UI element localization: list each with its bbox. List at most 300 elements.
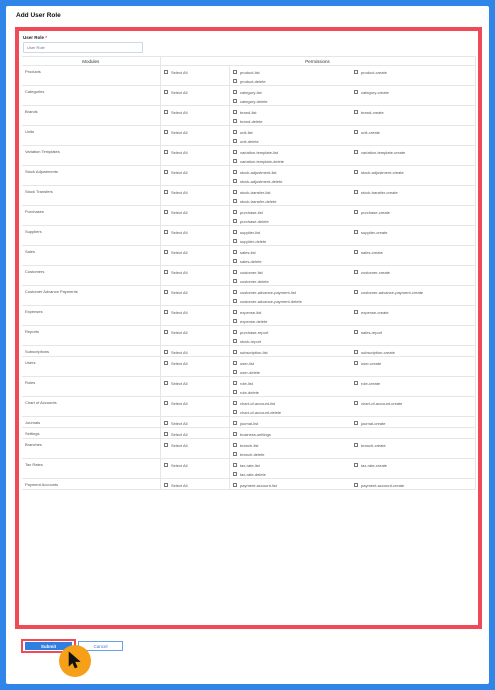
- select-all-cell: [160, 166, 229, 186]
- select-all-checkbox[interactable]: [164, 289, 229, 295]
- permissions-cell: [229, 166, 475, 186]
- select-all-cell: [160, 286, 229, 306]
- permission-checkbox[interactable]: [233, 269, 354, 275]
- select-all-cell: [160, 417, 229, 428]
- checkbox-icon[interactable]: [354, 401, 359, 406]
- checkbox-icon[interactable]: [233, 110, 238, 115]
- permission-label: tax-rate-delete: [240, 471, 266, 477]
- checkbox-icon[interactable]: [233, 421, 238, 426]
- permission-label: customer-list: [240, 269, 263, 275]
- checkbox-icon[interactable]: [233, 130, 238, 135]
- checkbox-icon[interactable]: [164, 170, 169, 175]
- select-all-cell: [160, 106, 229, 126]
- select-all-label: Select All: [171, 269, 188, 275]
- permission-label: supplier-delete: [240, 238, 267, 244]
- checkbox-icon[interactable]: [233, 70, 238, 75]
- select-all-checkbox[interactable]: [164, 442, 229, 448]
- checkbox-icon[interactable]: [354, 150, 359, 155]
- select-all-checkbox[interactable]: [164, 309, 229, 315]
- permission-label: user-list: [240, 360, 255, 366]
- permission-checkbox[interactable]: [233, 309, 354, 315]
- module-name: Categories: [22, 86, 160, 106]
- permission-list: [233, 329, 475, 344]
- permission-label: customer-advance-payment-list: [240, 289, 296, 295]
- checkbox-icon[interactable]: [164, 290, 169, 295]
- checkbox-icon[interactable]: [233, 159, 238, 164]
- table-row: [22, 186, 475, 206]
- submit-button[interactable]: Submit: [25, 642, 72, 650]
- module-name: Units: [22, 126, 160, 146]
- permission-label: stock-report: [240, 338, 262, 344]
- checkbox-icon[interactable]: [354, 330, 359, 335]
- permission-label: customer-advance-payment-delete: [240, 298, 302, 304]
- select-all-label: Select All: [171, 89, 188, 95]
- permission-checkbox[interactable]: [233, 442, 354, 448]
- page-title: Add User Role: [16, 12, 61, 19]
- permissions-cell: [229, 417, 475, 428]
- permission-label: subscription-list: [240, 349, 268, 355]
- select-all-cell: [160, 377, 229, 397]
- permissions-cell: [229, 146, 475, 166]
- checkbox-icon[interactable]: [233, 443, 238, 448]
- permission-label: branch-delete: [240, 451, 265, 457]
- select-all-checkbox[interactable]: [164, 420, 229, 426]
- permission-checkbox[interactable]: [233, 229, 354, 235]
- checkbox-icon[interactable]: [164, 330, 169, 335]
- modules-header: Modules: [22, 57, 160, 66]
- permission-label: purchase-delete: [240, 218, 269, 224]
- module-name: Settings: [22, 428, 160, 439]
- select-all-checkbox[interactable]: [164, 269, 229, 275]
- permission-checkbox[interactable]: [233, 249, 354, 255]
- permission-checkbox[interactable]: [233, 451, 354, 457]
- table-row: [22, 286, 475, 306]
- checkbox-icon[interactable]: [233, 279, 238, 284]
- permission-list: [233, 349, 475, 355]
- permission-checkbox[interactable]: [354, 169, 475, 175]
- permission-checkbox[interactable]: [354, 189, 475, 195]
- permissions-cell: [229, 306, 475, 326]
- checkbox-icon[interactable]: [164, 210, 169, 215]
- checkbox-icon[interactable]: [233, 79, 238, 84]
- permission-checkbox[interactable]: [233, 178, 354, 184]
- permission-checkbox[interactable]: [233, 189, 354, 195]
- permission-checkbox[interactable]: [233, 169, 354, 175]
- permission-label: stock-adjustment-list: [240, 169, 277, 175]
- checkbox-icon[interactable]: [164, 310, 169, 315]
- module-name: Users: [22, 357, 160, 377]
- select-all-checkbox[interactable]: [164, 109, 229, 115]
- select-all-cell: [160, 146, 229, 166]
- select-all-cell: [160, 439, 229, 459]
- checkbox-icon[interactable]: [354, 230, 359, 235]
- permission-checkbox[interactable]: [233, 349, 354, 355]
- permission-checkbox[interactable]: [354, 400, 475, 406]
- permissions-cell: [229, 86, 475, 106]
- select-all-checkbox[interactable]: [164, 169, 229, 175]
- table-header-row: [22, 57, 475, 66]
- select-all-checkbox[interactable]: [164, 462, 229, 468]
- table-row: [22, 479, 475, 490]
- permission-checkbox[interactable]: [233, 318, 354, 324]
- checkbox-icon[interactable]: [233, 250, 238, 255]
- checkbox-icon[interactable]: [164, 150, 169, 155]
- permission-list: [233, 189, 475, 204]
- table-row: [22, 146, 475, 166]
- checkbox-icon[interactable]: [233, 270, 238, 275]
- checkbox-icon[interactable]: [233, 483, 238, 488]
- checkbox-icon[interactable]: [233, 219, 238, 224]
- module-name: Journals: [22, 417, 160, 428]
- module-name: Customers: [22, 266, 160, 286]
- select-all-label: Select All: [171, 249, 188, 255]
- checkbox-icon[interactable]: [164, 401, 169, 406]
- select-all-label: Select All: [171, 431, 188, 437]
- module-name: Sales: [22, 246, 160, 266]
- permission-checkbox[interactable]: [354, 329, 475, 335]
- checkbox-icon[interactable]: [233, 350, 238, 355]
- select-all-checkbox[interactable]: [164, 431, 229, 437]
- table-row: [22, 86, 475, 106]
- permission-checkbox[interactable]: [233, 198, 354, 204]
- select-all-checkbox[interactable]: [164, 249, 229, 255]
- checkbox-icon[interactable]: [164, 70, 169, 75]
- checkbox-icon[interactable]: [354, 130, 359, 135]
- permission-checkbox[interactable]: [354, 360, 475, 366]
- select-all-checkbox[interactable]: [164, 209, 229, 215]
- module-name: Reports: [22, 326, 160, 346]
- permission-list: [233, 69, 475, 84]
- table-row: [22, 246, 475, 266]
- checkbox-icon[interactable]: [164, 130, 169, 135]
- select-all-label: Select All: [171, 209, 188, 215]
- permission-checkbox[interactable]: [233, 218, 354, 224]
- select-all-cell: [160, 397, 229, 417]
- select-all-checkbox[interactable]: [164, 349, 229, 355]
- checkbox-icon[interactable]: [354, 250, 359, 255]
- mouse-pointer-icon: [68, 651, 82, 669]
- checkbox-icon[interactable]: [233, 472, 238, 477]
- select-all-label: Select All: [171, 229, 188, 235]
- permission-checkbox[interactable]: [354, 462, 475, 468]
- permission-label: role-create: [361, 380, 381, 386]
- select-all-checkbox[interactable]: [164, 229, 229, 235]
- permission-checkbox[interactable]: [233, 129, 354, 135]
- checkbox-icon[interactable]: [164, 483, 169, 488]
- checkbox-icon[interactable]: [164, 381, 169, 386]
- checkbox-icon[interactable]: [233, 99, 238, 104]
- permission-checkbox[interactable]: [354, 129, 475, 135]
- checkbox-icon[interactable]: [233, 381, 238, 386]
- permission-label: branch-list: [240, 442, 259, 448]
- permission-checkbox[interactable]: [354, 309, 475, 315]
- select-all-label: Select All: [171, 69, 188, 75]
- permission-checkbox[interactable]: [233, 69, 354, 75]
- permission-list: [233, 149, 475, 164]
- checkbox-icon[interactable]: [233, 90, 238, 95]
- checkbox-icon[interactable]: [233, 390, 238, 395]
- select-all-cell: [160, 206, 229, 226]
- checkbox-icon[interactable]: [354, 421, 359, 426]
- checkbox-icon[interactable]: [354, 210, 359, 215]
- permission-list: [233, 169, 475, 184]
- module-name: Branches: [22, 439, 160, 459]
- checkbox-icon[interactable]: [233, 432, 238, 437]
- checkbox-icon[interactable]: [164, 270, 169, 275]
- checkbox-icon[interactable]: [354, 350, 359, 355]
- checkbox-icon[interactable]: [233, 170, 238, 175]
- permission-label: stock-adjustment-delete: [240, 178, 283, 184]
- table-row: [22, 428, 475, 439]
- permission-checkbox[interactable]: [354, 249, 475, 255]
- checkbox-icon[interactable]: [164, 432, 169, 437]
- required-mark: *: [45, 35, 48, 40]
- checkbox-icon[interactable]: [233, 339, 238, 344]
- checkbox-icon[interactable]: [354, 483, 359, 488]
- module-name: Subscriptions: [22, 346, 160, 357]
- checkbox-icon[interactable]: [164, 350, 169, 355]
- select-all-label: Select All: [171, 329, 188, 335]
- permission-checkbox[interactable]: [354, 349, 475, 355]
- permission-checkbox[interactable]: [233, 209, 354, 215]
- permission-checkbox[interactable]: [354, 269, 475, 275]
- permission-checkbox[interactable]: [354, 149, 475, 155]
- select-all-label: Select All: [171, 482, 188, 488]
- role-form-highlight: [15, 27, 482, 629]
- select-all-label: Select All: [171, 109, 188, 115]
- permission-label: stock-transfer-list: [240, 189, 271, 195]
- checkbox-icon[interactable]: [233, 259, 238, 264]
- permission-checkbox[interactable]: [354, 442, 475, 448]
- table-row: [22, 417, 475, 428]
- checkbox-icon[interactable]: [233, 230, 238, 235]
- permission-list: [233, 462, 475, 477]
- checkbox-icon[interactable]: [354, 443, 359, 448]
- checkbox-icon[interactable]: [233, 199, 238, 204]
- permissions-cell: [229, 459, 475, 479]
- checkbox-icon[interactable]: [233, 361, 238, 366]
- permission-label: unit-create: [361, 129, 380, 135]
- checkbox-icon[interactable]: [233, 330, 238, 335]
- permission-label: unit-list: [240, 129, 253, 135]
- table-row: [22, 439, 475, 459]
- checkbox-icon[interactable]: [233, 410, 238, 415]
- permission-label: stock-adjustment-create: [361, 169, 404, 175]
- checkbox-icon[interactable]: [233, 239, 238, 244]
- permission-checkbox[interactable]: [354, 289, 475, 295]
- permission-list: [233, 249, 475, 264]
- permission-checkbox[interactable]: [233, 462, 354, 468]
- select-all-checkbox[interactable]: [164, 329, 229, 335]
- checkbox-icon[interactable]: [233, 210, 238, 215]
- select-all-checkbox[interactable]: [164, 89, 229, 95]
- permission-label: supplier-list: [240, 229, 261, 235]
- permission-checkbox[interactable]: [233, 329, 354, 335]
- permissions-table-body: [22, 66, 475, 490]
- checkbox-icon[interactable]: [233, 299, 238, 304]
- checkbox-icon[interactable]: [354, 270, 359, 275]
- user-role-input[interactable]: [23, 42, 143, 53]
- checkbox-icon[interactable]: [164, 361, 169, 366]
- permission-checkbox[interactable]: [233, 118, 354, 124]
- checkbox-icon[interactable]: [354, 361, 359, 366]
- module-name: Customer Advance Payments: [22, 286, 160, 306]
- permission-checkbox[interactable]: [233, 158, 354, 164]
- checkbox-icon[interactable]: [354, 110, 359, 115]
- permission-list: [233, 380, 475, 395]
- permission-label: product-delete: [240, 78, 266, 84]
- checkbox-icon[interactable]: [354, 190, 359, 195]
- checkbox-icon[interactable]: [164, 421, 169, 426]
- checkbox-icon[interactable]: [164, 110, 169, 115]
- permission-label: customer-delete: [240, 278, 269, 284]
- permission-label: variation-template-delete: [240, 158, 285, 164]
- checkbox-icon[interactable]: [354, 463, 359, 468]
- checkbox-icon[interactable]: [233, 119, 238, 124]
- permission-checkbox[interactable]: [233, 380, 354, 386]
- select-all-cell: [160, 126, 229, 146]
- checkbox-icon[interactable]: [233, 179, 238, 184]
- permissions-cell: [229, 357, 475, 377]
- checkbox-icon[interactable]: [164, 250, 169, 255]
- permission-checkbox[interactable]: [233, 400, 354, 406]
- permission-checkbox[interactable]: [233, 360, 354, 366]
- select-all-cell: [160, 186, 229, 206]
- permission-checkbox[interactable]: [233, 278, 354, 284]
- checkbox-icon[interactable]: [233, 190, 238, 195]
- select-all-label: Select All: [171, 360, 188, 366]
- permission-checkbox[interactable]: [233, 78, 354, 84]
- permission-checkbox[interactable]: [354, 69, 475, 75]
- permission-checkbox[interactable]: [354, 380, 475, 386]
- select-all-cell: [160, 459, 229, 479]
- checkbox-icon[interactable]: [164, 190, 169, 195]
- permission-checkbox[interactable]: [233, 289, 354, 295]
- checkbox-icon[interactable]: [354, 290, 359, 295]
- permission-checkbox[interactable]: [233, 138, 354, 144]
- permission-checkbox[interactable]: [233, 409, 354, 415]
- permissions-cell: [229, 397, 475, 417]
- permission-checkbox[interactable]: [354, 229, 475, 235]
- select-all-checkbox[interactable]: [164, 360, 229, 366]
- permission-label: unit-delete: [240, 138, 259, 144]
- checkbox-icon[interactable]: [354, 90, 359, 95]
- checkbox-icon[interactable]: [164, 443, 169, 448]
- checkbox-icon[interactable]: [233, 401, 238, 406]
- select-all-checkbox[interactable]: [164, 400, 229, 406]
- table-row: [22, 346, 475, 357]
- checkbox-icon[interactable]: [354, 310, 359, 315]
- permission-checkbox[interactable]: [354, 109, 475, 115]
- permission-label: payment-account-create: [361, 482, 405, 488]
- module-name: Brands: [22, 106, 160, 126]
- permission-checkbox[interactable]: [354, 89, 475, 95]
- select-all-label: Select All: [171, 129, 188, 135]
- permission-label: chart-of-account-delete: [240, 409, 282, 415]
- checkbox-icon[interactable]: [164, 90, 169, 95]
- select-all-cell: [160, 326, 229, 346]
- permission-checkbox[interactable]: [354, 209, 475, 215]
- permission-label: tax-rate-list: [240, 462, 260, 468]
- checkbox-icon[interactable]: [164, 230, 169, 235]
- permission-checkbox[interactable]: [233, 238, 354, 244]
- checkbox-icon[interactable]: [233, 319, 238, 324]
- permission-checkbox[interactable]: [233, 369, 354, 375]
- permission-checkbox[interactable]: [233, 389, 354, 395]
- permission-checkbox[interactable]: [233, 149, 354, 155]
- permission-list: [233, 360, 475, 375]
- checkbox-icon[interactable]: [233, 139, 238, 144]
- select-all-checkbox[interactable]: [164, 380, 229, 386]
- select-all-checkbox[interactable]: [164, 482, 229, 488]
- permission-label: brand-create: [361, 109, 384, 115]
- select-all-checkbox[interactable]: [164, 149, 229, 155]
- permission-label: purchase-report: [240, 329, 269, 335]
- permission-checkbox[interactable]: [233, 471, 354, 477]
- permission-checkbox[interactable]: [233, 298, 354, 304]
- checkbox-icon[interactable]: [233, 370, 238, 375]
- module-name: Purchases: [22, 206, 160, 226]
- permission-checkbox[interactable]: [233, 338, 354, 344]
- select-all-label: Select All: [171, 400, 188, 406]
- permission-checkbox[interactable]: [233, 258, 354, 264]
- permission-checkbox[interactable]: [233, 109, 354, 115]
- module-name: Tax Rates: [22, 459, 160, 479]
- permission-checkbox[interactable]: [233, 89, 354, 95]
- permission-list: [233, 289, 475, 304]
- select-all-checkbox[interactable]: [164, 189, 229, 195]
- permission-list: [233, 400, 475, 415]
- permission-label: user-delete: [240, 369, 261, 375]
- checkbox-icon[interactable]: [354, 70, 359, 75]
- permission-list: [233, 442, 475, 457]
- select-all-label: Select All: [171, 189, 188, 195]
- permission-label: payment-account-list: [240, 482, 277, 488]
- permission-list: [233, 309, 475, 324]
- select-all-checkbox[interactable]: [164, 129, 229, 135]
- permission-checkbox[interactable]: [354, 482, 475, 488]
- cursor-indicator: [59, 645, 91, 677]
- module-name: Stock Adjustments: [22, 166, 160, 186]
- checkbox-icon[interactable]: [354, 381, 359, 386]
- cancel-button[interactable]: Cancel: [78, 641, 123, 651]
- checkbox-icon[interactable]: [233, 290, 238, 295]
- permission-list: [233, 109, 475, 124]
- permission-label: journal-list: [240, 420, 259, 426]
- table-row: [22, 126, 475, 146]
- select-all-checkbox[interactable]: [164, 69, 229, 75]
- module-name: Chart of Accounts: [22, 397, 160, 417]
- checkbox-icon[interactable]: [233, 150, 238, 155]
- permission-checkbox[interactable]: [354, 420, 475, 426]
- user-role-label-text: User Role: [23, 35, 45, 40]
- permission-checkbox[interactable]: [233, 482, 354, 488]
- checkbox-icon[interactable]: [233, 452, 238, 457]
- permission-list: [233, 431, 475, 437]
- checkbox-icon[interactable]: [164, 463, 169, 468]
- permission-checkbox[interactable]: [233, 431, 354, 437]
- permission-label: brand-list: [240, 109, 257, 115]
- checkbox-icon[interactable]: [233, 310, 238, 315]
- permission-checkbox[interactable]: [233, 420, 354, 426]
- permission-label: expense-create: [361, 309, 389, 315]
- permission-label: product-list: [240, 69, 260, 75]
- checkbox-icon[interactable]: [233, 463, 238, 468]
- permission-checkbox[interactable]: [233, 98, 354, 104]
- table-row: [22, 106, 475, 126]
- table-row: [22, 66, 475, 86]
- checkbox-icon[interactable]: [354, 170, 359, 175]
